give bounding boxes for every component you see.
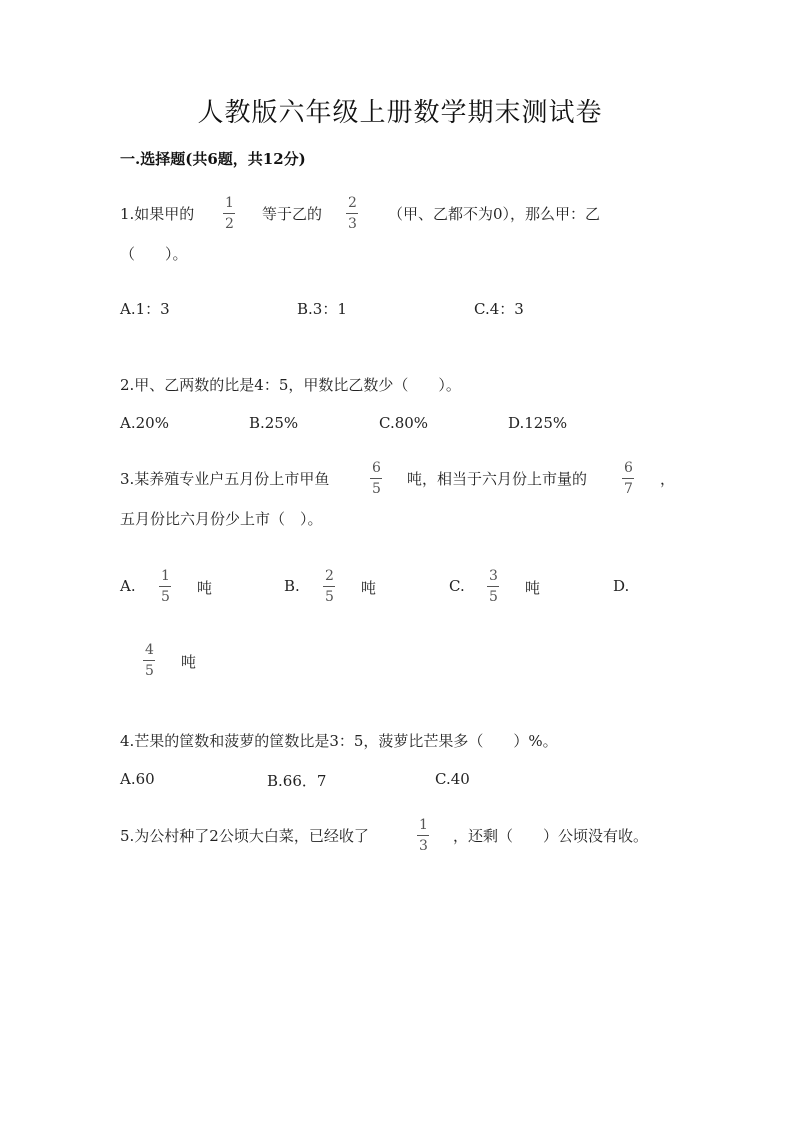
question-1-text-c: （甲、乙都不为0），那么甲：乙 — [388, 205, 601, 223]
question-2-option-a: A.20% — [120, 414, 169, 432]
question-3-text-c: ， — [660, 470, 676, 488]
question-4-option-c: C.40 — [435, 770, 470, 788]
fraction-denominator: 5 — [145, 663, 154, 679]
question-3-option-b-fraction — [323, 569, 336, 604]
question-3-option-b-unit: 吨 — [361, 579, 377, 597]
question-1-text-a: 1.如果甲的 — [120, 205, 195, 223]
question-1-text-d: （ ）。 — [120, 245, 188, 263]
question-3-option-d-fraction — [143, 643, 156, 678]
question-3-text-b: 吨，相当于六月份上市量的 — [407, 470, 588, 488]
fraction-numerator: 1 — [161, 568, 170, 584]
question-1-option-c: C.4：3 — [474, 300, 524, 318]
question-3-option-a-unit: 吨 — [197, 579, 213, 597]
fraction-denominator: 2 — [225, 216, 234, 232]
fraction-denominator: 5 — [325, 589, 334, 605]
question-1-fraction-b — [346, 196, 359, 231]
question-4-option-b: B.66．7 — [267, 772, 327, 790]
fraction-numerator: 6 — [624, 460, 633, 476]
question-4-option-a: A.60 — [120, 770, 155, 788]
question-2-option-d: D.125% — [508, 414, 568, 432]
question-2-text: 2.甲、乙两数的比是4：5，甲数比乙数少（ ）。 — [120, 376, 461, 394]
fraction-numerator: 2 — [348, 195, 357, 211]
question-3-fraction-a — [370, 461, 383, 496]
question-5-text-a: 5.为公村种了2公顷大白菜，已经收了 — [120, 827, 369, 845]
question-3-option-a-fraction — [159, 569, 172, 604]
question-3-option-b-label: B. — [284, 577, 300, 595]
question-1-text-b: 等于乙的 — [262, 205, 323, 223]
fraction-numerator: 6 — [372, 460, 381, 476]
question-4-text: 4.芒果的筐数和菠萝的筐数比是3：5，菠萝比芒果多（ ）%。 — [120, 732, 558, 750]
question-1-option-b: B.3：1 — [297, 300, 347, 318]
fraction-denominator: 3 — [348, 216, 357, 232]
fraction-denominator: 7 — [624, 481, 633, 497]
question-2-option-b: B.25% — [249, 414, 299, 432]
question-3-text-d: 五月份比六月份少上市（ ）。 — [120, 510, 323, 528]
fraction-numerator: 2 — [325, 568, 334, 584]
question-3-option-d-unit: 吨 — [181, 653, 197, 671]
fraction-numerator: 1 — [419, 817, 428, 833]
question-5-fraction — [417, 818, 430, 853]
fraction-denominator: 5 — [372, 481, 381, 497]
question-3-option-c-unit: 吨 — [525, 579, 541, 597]
question-3-option-d-label: D. — [613, 577, 630, 595]
fraction-denominator: 3 — [419, 838, 428, 854]
section-heading: 一.选择题(共6题，共12分) — [120, 150, 306, 168]
fraction-numerator: 3 — [489, 568, 498, 584]
fraction-numerator: 1 — [225, 195, 234, 211]
question-1-option-a: A.1：3 — [120, 300, 170, 318]
question-3-fraction-b — [622, 461, 635, 496]
question-2-option-c: C.80% — [379, 414, 429, 432]
question-3-option-c-label: C. — [449, 577, 465, 595]
question-5-text-b: ，还剩（ ）公顷没有收。 — [453, 827, 649, 845]
question-3-text-a: 3.某养殖专业户五月份上市甲鱼 — [120, 470, 330, 488]
question-3-option-a-label: A. — [120, 577, 136, 595]
page-title: 人教版六年级上册数学期末测试卷 — [197, 98, 603, 128]
fraction-denominator: 5 — [161, 589, 170, 605]
fraction-numerator: 4 — [145, 642, 154, 658]
question-1-fraction-a — [223, 196, 236, 231]
question-3-option-c-fraction — [487, 569, 500, 604]
fraction-denominator: 5 — [489, 589, 498, 605]
